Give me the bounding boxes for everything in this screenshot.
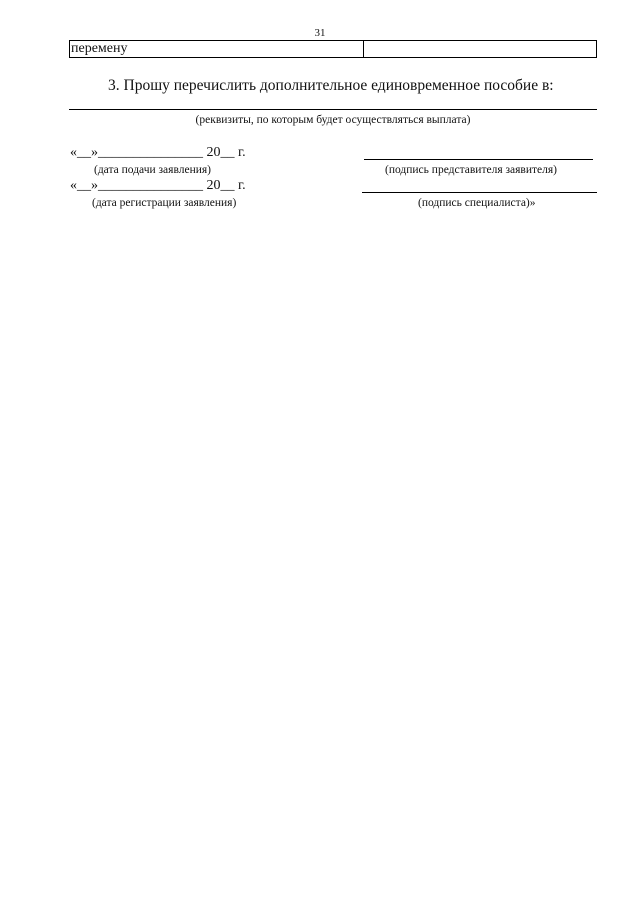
form-table-row xyxy=(69,40,597,58)
requisites-caption: (реквизиты, по которым будет осуществляться выплата) xyxy=(195,114,471,126)
page-number: 31 xyxy=(314,27,326,39)
specialist-signature-caption: (подпись специалиста)» xyxy=(418,197,536,209)
submission-date-caption: (дата подачи заявления) xyxy=(94,164,211,176)
representative-signature-line[interactable] xyxy=(364,159,593,160)
registration-date-field[interactable]: «__»_______________ 20__ г. xyxy=(70,178,246,193)
submission-date-field[interactable]: «__»_______________ 20__ г. xyxy=(70,145,246,160)
specialist-signature-line[interactable] xyxy=(362,192,597,193)
requisites-input-line[interactable] xyxy=(69,109,597,110)
registration-date-caption: (дата регистрации заявления) xyxy=(92,197,237,209)
table-cell-right[interactable] xyxy=(364,41,596,57)
representative-signature-caption: (подпись представителя заявителя) xyxy=(385,164,557,176)
section-3-heading: 3. Прошу перечислить дополнительное единовременное пособие в: xyxy=(108,77,554,94)
table-cell-left: перемену xyxy=(70,41,364,57)
